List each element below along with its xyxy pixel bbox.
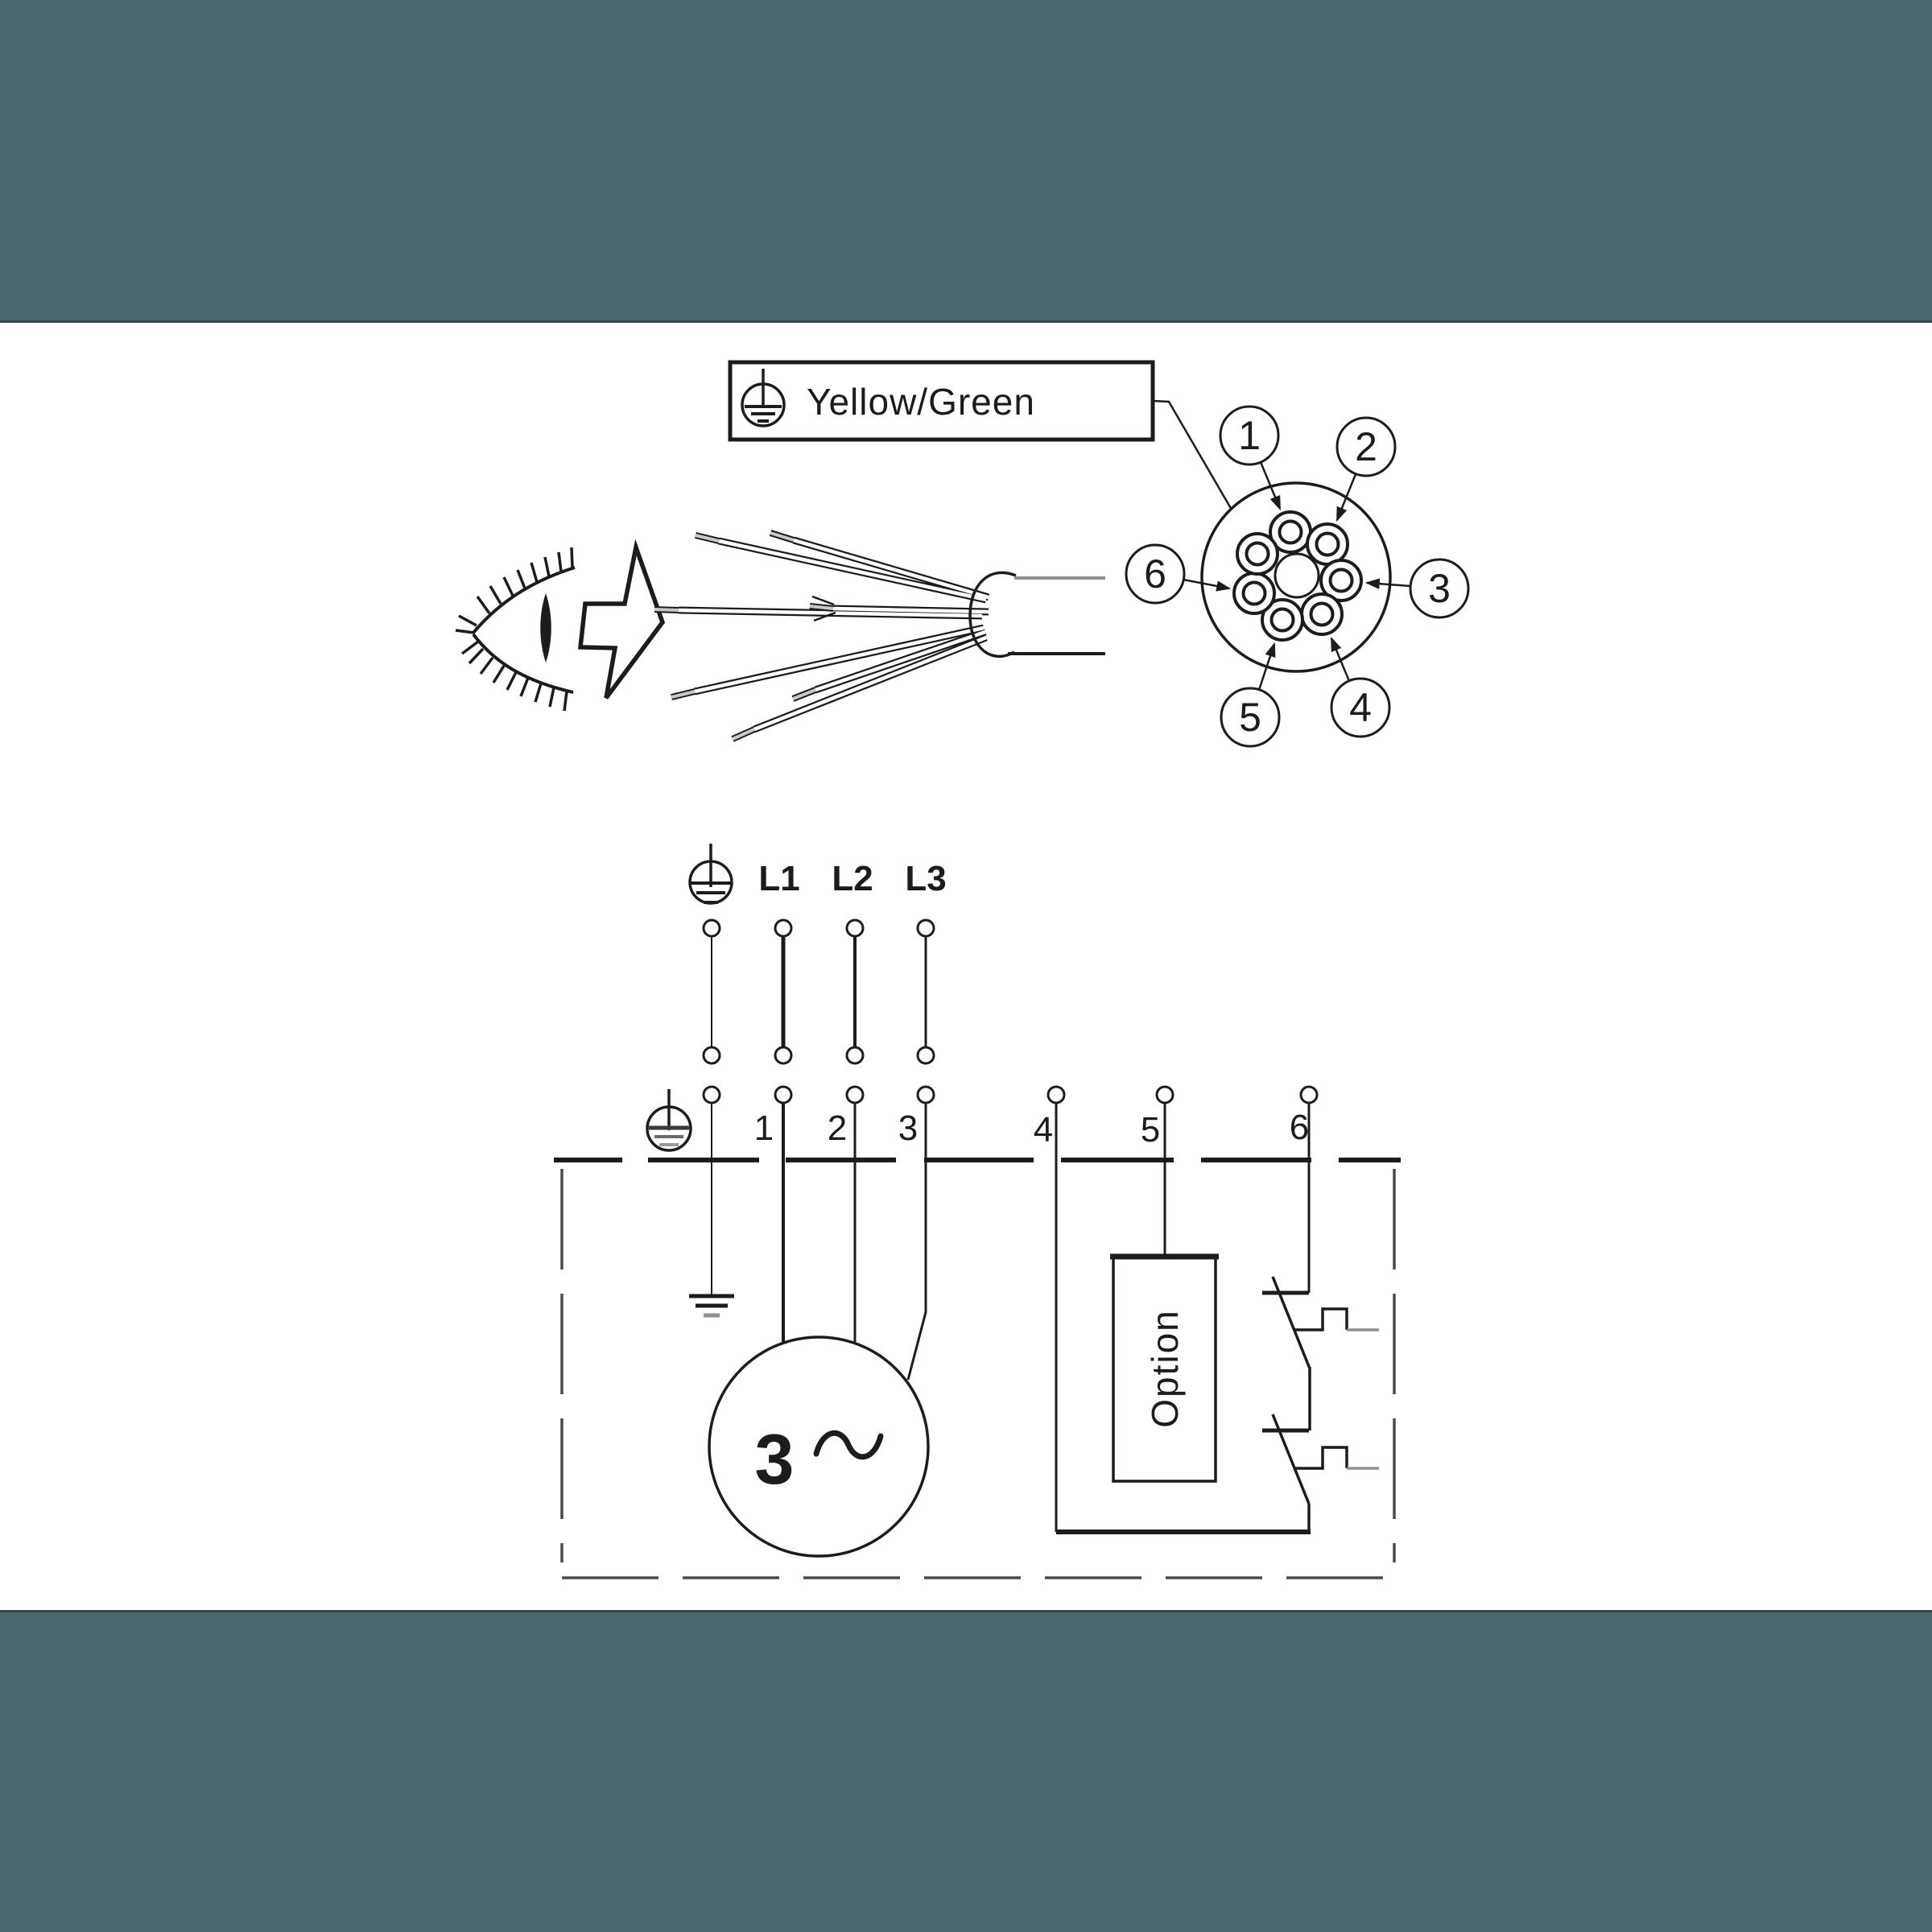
terminal-number-5: 5 xyxy=(1140,1110,1161,1150)
supply-earth-icon xyxy=(689,844,733,903)
direction-arrow-icon xyxy=(580,547,663,698)
thermal-switch-2 xyxy=(1262,1414,1379,1532)
plug-terminals xyxy=(704,1087,1317,1103)
ground-symbol xyxy=(689,1296,734,1315)
supply-terminals xyxy=(704,920,934,1063)
supply-label-l1: L1 xyxy=(758,859,800,898)
thermal-switch-1 xyxy=(1262,1277,1379,1368)
motor-symbol xyxy=(709,1337,928,1556)
center-filler xyxy=(1275,554,1319,597)
terminal-number-6: 6 xyxy=(1289,1108,1310,1147)
core-bubble-2: 2 xyxy=(1355,424,1377,469)
core-bubble-5: 5 xyxy=(1239,695,1261,740)
supply-label-l3: L3 xyxy=(905,859,947,898)
eye-icon xyxy=(456,547,575,711)
yellow-green-label: Yellow/Green xyxy=(807,381,1035,423)
option-label: Option xyxy=(1144,1309,1186,1428)
terminal-number-2: 2 xyxy=(827,1108,848,1148)
core-bubble-1: 1 xyxy=(1238,413,1261,458)
core-bubble-3: 3 xyxy=(1428,566,1451,611)
motor-phase-label: 3 xyxy=(754,1419,795,1499)
terminal-number-1: 1 xyxy=(753,1108,774,1148)
cable-cross-section xyxy=(1202,483,1390,671)
core-bubble-4: 4 xyxy=(1349,685,1372,730)
supply-label-l2: L2 xyxy=(832,859,873,898)
stripped-cable-illustration xyxy=(654,533,1105,739)
terminal-number-3: 3 xyxy=(898,1108,919,1148)
terminal-number-4: 4 xyxy=(1033,1110,1054,1150)
plug-earth-icon xyxy=(647,1089,691,1150)
enclosure-dashed-border xyxy=(562,1169,1394,1578)
cable-core xyxy=(679,540,989,729)
core-bubble-6: 6 xyxy=(1144,551,1166,597)
